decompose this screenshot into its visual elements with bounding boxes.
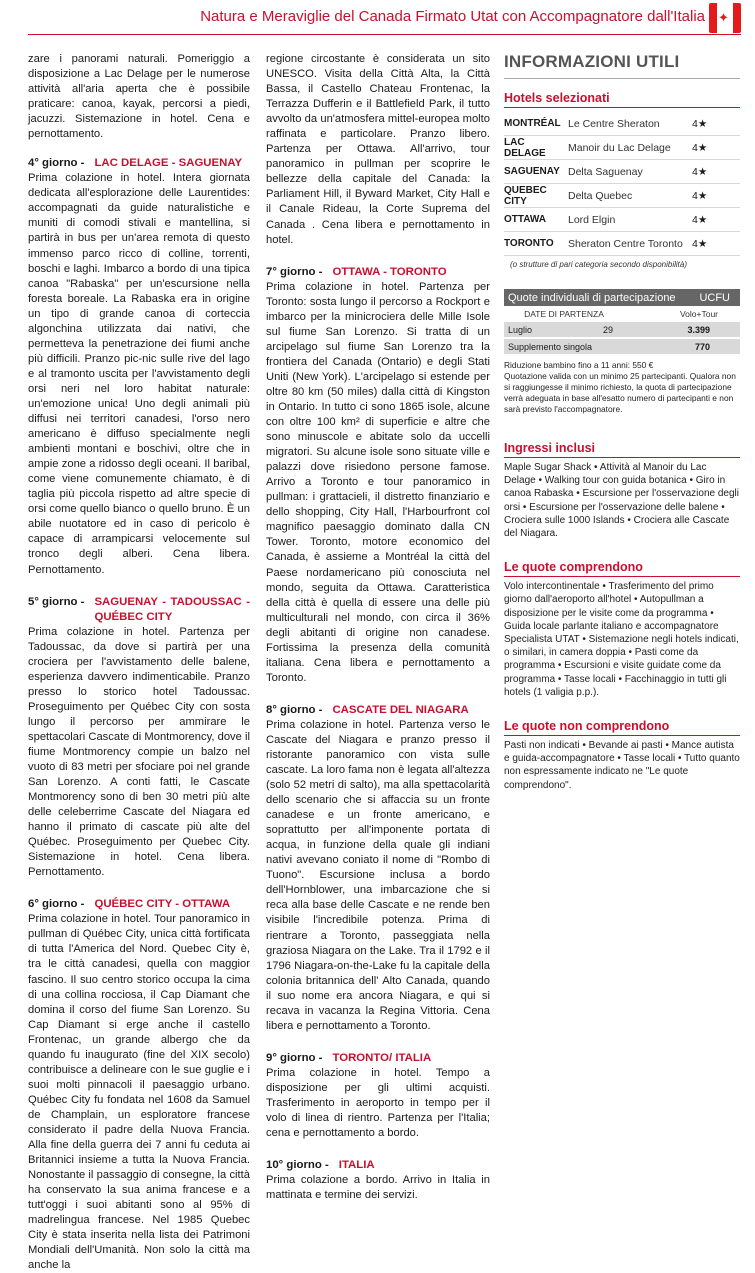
day-intro-text: zare i panorami naturali. Pomeriggio a disposizione a Lac Delage per le numerose attività all'aria aperta che è possibile praticare: canoa, kayak, percorsi a piedi, jacuzzi. Sistemazione in hotel. Cena e pernottamento. xyxy=(28,53,250,141)
hotels-section-title: Hotels selezionati xyxy=(504,91,740,108)
day-number: 9° giorno - xyxy=(266,1051,323,1064)
quote-col-type: Volo+Tour xyxy=(679,309,718,319)
day-number: 4° giorno - xyxy=(28,157,85,170)
day-description: Prima colazione in hotel. Partenza verso le Cascate del Niagara e pranzo presso il ristorante panoramico con vista sulle cascate. La loro fama non è legata all'altezza (solo 52 metri di salto), ma alla spettacolarità dello scenario che si affaccia su un fronte canadese e un fronte americano, e soprattutto per all'imponente portata di acqua, in funzione della quale gli indiani nativi avevano coniato il nome di "Rombo di Tuono". Escursione inclusa a bordo dell'Hornblower, una imbarcazione che si reca alla base delle Cascate e ne rende ben visibile l'incredibile potenza. Prima di rientrare a Toronto, passeggiata nella graziosa Niagara on the Lake. Tra il 1792 e il 1796 Niagara-on-the-Lake fu la capitale della colonia britannica dell' Alto Canada, quando il suo nome era ancora Niagara, e qui si recava in vacanza la Regina Vittoria. Cena libera e pernottamento a Toronto. xyxy=(266,718,490,1032)
hotel-city: MONTRÉAL xyxy=(504,118,561,129)
day-number: 10° giorno - xyxy=(266,1159,329,1172)
excludes-text: Pasti non indicati • Bevande ai pasti • Mance autista e guida-accompagnatore • Tasse locali • Tutto quanto non espressamente indicato ne "Le quote comprendono". xyxy=(504,740,740,791)
day-heading xyxy=(266,1158,490,1173)
hotel-row xyxy=(504,184,740,208)
hotel-stars: 4★ xyxy=(692,165,708,178)
hotel-row xyxy=(504,232,740,256)
hotels-note: (o strutture di pari categoria secondo disponibilità) xyxy=(510,260,687,269)
day-route: QUÉBEC CITY - OTTAWA xyxy=(94,898,231,911)
page-header-title: Natura e Meraviglie del Canada Firmato Utat con Accompagnatore dall'Italia xyxy=(200,8,705,25)
hotel-city: LAC DELAGE xyxy=(504,136,546,159)
hotel-stars: 4★ xyxy=(692,237,708,250)
day-route: TORONTO/ ITALIA xyxy=(332,1051,432,1064)
quote-row-price: 3.399 xyxy=(687,324,710,335)
hotel-stars: 4★ xyxy=(692,189,708,202)
day-description: Prima colazione in hotel. Tour panoramico in pullman di Québec City, unica città fortificata di tutta l'America del Nord. Quebec City è, tra le città canadesi, quella con maggior fascino. Il suo centro storico occupa la cima di una collina rocciosa, il Cap Diamant che domina il corso del fiume San Lorenzo. Su Cap Diamant si erge anche il castello Frontenac, un grande albergo che da quando fu inaugurato (fine del XIX secolo) contribuisce a delineare con le sue guglie e i suoi molti pinnacoli il paesaggio urbano. Québec City fu fondata nel 1608 da Samuel de Champlain, un esploratore francese considerato il padre della Nuova Francia. Alla fine della guerra dei 7 anni fu ceduta ai Britannici insieme a tutta la Nuova Francia. Nonostante il passaggio di consegne, la città ha conservato la sua anima francese e a tutt'oggi i suoi abitanti sono al 95% di madrelingua francese. Nel 1985 Quebec City è stata inserita nella lista dei Patrimoni Mondiali dell'Umanità. Non solo la città ma anche la xyxy=(28,913,250,1272)
day-number: 6° giorno - xyxy=(28,898,85,911)
quote-row xyxy=(504,322,740,337)
itinerary-column-2 xyxy=(266,52,490,1203)
day-description: Prima colazione in hotel. Intera giornata dedicata all'esplorazione delle Laurentides: accompagnati da guide naturalistiche e muniti di comodi stivali e mantellina, si partirà in bus per un'area remota di questo immenso parco ricco di colline, torrenti, boschi e laghi. Imbarco a bordo di una tipica canoa "Rabaska" per un'escursione nella foresta boreale. La Rabaska era in origine un tipo di grande canoa di corteccia algonchina utilizzata dai nativi, che permetteva la penetrazione dei fiumi anche più difficili. Pranzo pic-nic sulle rive del lago e al tramonto uscita per l'avvistamento degli orsi neri nel loro habitat naturale: un'emozione unica! Uno degli animali più diffusi nei territori canadesi, l'orso nero americano è diffuso specialmente negli ambienti montani e boschivi, oltre che in ampie zone a ridosso degli oceani. Il baribal, come viene comunemente chiamato, è di taglia più piccola rispetto ad altre specie di orsi come quello bianco o quello bruno. È un abile nuotatore ed in caso di pericolo è capace di arrampicarsi velocemente sul tronco degli alberi. Cena libera. Pernottamento. xyxy=(28,172,250,576)
quote-row-price: 770 xyxy=(694,341,710,352)
day-heading xyxy=(266,265,490,280)
day-description: Prima colazione a bordo. Arrivo in Italia in mattinata e termine dei servizi. xyxy=(266,1174,490,1202)
hotel-city: QUEBEC CITY xyxy=(504,184,547,207)
day-description: Prima colazione in hotel. Tempo a disposizione per gli ultimi acquisti. Trasferimento in aeroporto in tempo per il volo di linea di rientro. Partenza per l'Italia; cena e pernottamento a bordo. xyxy=(266,1066,490,1140)
hotel-name: Lord Elgin xyxy=(568,213,616,226)
day-route: SAGUENAY - TADOUSSAC - QUÉBEC CITY xyxy=(94,595,250,623)
hotel-name: Sheraton Centre Toronto xyxy=(568,237,683,250)
day-number: 7° giorno - xyxy=(266,265,323,278)
child-reduction-note: Riduzione bambino fino a 11 anni: 550 € xyxy=(504,360,654,370)
day-number: 5° giorno - xyxy=(28,595,85,608)
quotation-validity-note: Quotazione valida con un minimo 25 partecipanti. Qualora non si raggiungesse il minimo richiesto, la quota di partecipazione verrà adeguata in base all'esatto numero di partecipanti e non sarà previsto l'accompagnatore. xyxy=(504,371,736,414)
hotel-name: Delta Saguenay xyxy=(568,165,643,178)
hotel-row xyxy=(504,136,740,160)
day-route: ITALIA xyxy=(338,1159,375,1172)
quote-row-label: Supplemento singola xyxy=(508,341,593,352)
day-continued-text: regione circostante è considerata un sito UNESCO. Visita della Città Alta, la Città Bassa, il Castello Chateau Frontenac, la Terrazza Dufferin e il Battlefield Park, il tutto avvolto da un'atmosfera mittel-europea molto raffinata e particolare. Pranzo libero. Partenza per Ottawa. All'arrivo, tour panoramico in pullman per scoprire le bellezze della capitale del Canada: la Parliament Hill, il Byward Market, City Hall e il Canale Rideau, la Corte Suprema del Canada . Cena libera e pernottamento in hotel. xyxy=(266,53,490,246)
day-heading xyxy=(266,703,490,718)
hotel-row xyxy=(504,112,740,136)
hotel-stars: 4★ xyxy=(692,213,708,226)
hotel-city: SAGUENAY xyxy=(504,166,560,177)
day-route: OTTAWA - TORONTO xyxy=(332,265,447,278)
hotel-row xyxy=(504,208,740,232)
includes-section-title: Le quote comprendono xyxy=(504,560,740,577)
day-number: 8° giorno - xyxy=(266,703,323,716)
day-heading xyxy=(28,897,250,912)
quote-col-date: DATE DI PARTENZA xyxy=(524,309,604,319)
hotel-name: Delta Quebec xyxy=(568,189,633,202)
quote-header-bar xyxy=(504,289,740,306)
quote-row-date: 29 xyxy=(603,324,614,335)
sidebar-title: INFORMAZIONI UTILI xyxy=(504,52,740,79)
day-route: LAC DELAGE - SAGUENAY xyxy=(94,157,243,170)
day-heading xyxy=(28,156,250,171)
day-route: CASCATE DEL NIAGARA xyxy=(332,703,469,716)
day-heading xyxy=(266,1051,490,1066)
hotel-row xyxy=(504,160,740,184)
quote-bar-code: UCFU xyxy=(699,291,730,304)
day-heading xyxy=(28,595,250,625)
ingressi-text: Maple Sugar Shack • Attività al Manoir du Lac Delage • Walking tour con guida botanica • Giro in canoa Rabaska • Escursione per l'osservazione degli orsi • Escursione per l'osservazione delle balene • Crociera sulle 1000 Islands • Crociera alle Cascate del Niagara. xyxy=(504,462,739,540)
header-divider xyxy=(28,34,741,35)
hotel-stars: 4★ xyxy=(692,117,708,130)
hotel-city: TORONTO xyxy=(504,238,554,249)
quote-notes xyxy=(504,360,740,415)
hotels-list xyxy=(504,112,740,256)
includes-text: Volo intercontinentale • Trasferimento del primo giorno dall'aeroporto all'hotel • Autopullman a disposizione per le visite come da programma • Guida locale parlante italiano e accompagnatore Specialista UTAT • Sistemazione negli hotels indicati, o similari, in camera doppia • Pasti come da programma • Escursioni e visite guidate come da programma • Tasse locali • Facchinaggio in tutti gli hotels (1 valigia p.p.). xyxy=(504,581,739,698)
useful-info-sidebar xyxy=(504,52,740,792)
hotel-name: Le Centre Sheraton xyxy=(568,117,660,130)
quote-row xyxy=(504,339,740,354)
hotel-stars: 4★ xyxy=(692,141,708,154)
itinerary-column-1 xyxy=(28,52,250,1273)
ingressi-section-title: Ingressi inclusi xyxy=(504,441,740,458)
quote-table-header xyxy=(504,306,740,322)
hotel-city: OTTAWA xyxy=(504,214,547,225)
hotel-name: Manoir du Lac Delage xyxy=(568,141,671,154)
excludes-section-title: Le quote non comprendono xyxy=(504,719,740,736)
quote-bar-label: Quote individuali di partecipazione xyxy=(508,291,676,304)
canada-flag-icon: ✦ xyxy=(709,3,741,33)
quote-row-label: Luglio xyxy=(508,324,533,335)
day-description: Prima colazione in hotel. Partenza per Tadoussac, da dove si partirà per una crociera per l'avvistamento delle balene, esperienza davvero indimenticabile. Pranzo presso lo storico hotel Tadoussac. Proseguimento per Québec City con sosta lungo il percorso per ammirare le spettacolari Cascate di Montmorency, dove il fiume Montmorency compie un balzo nel vuoto di 83 metri per sfociare poi nel grande San Lorenzo. A conti fatti, le Cascate Montmorency sono di ben 30 metri più alte delle celeberrime Cascate del Niagara ed hanno il primato di cascate più alte del Québec. Proseguimento per Quebec City. Sistemazione in hotel. Cena libera. Pernottamento. xyxy=(28,625,250,879)
day-description: Prima colazione in hotel. Partenza per Toronto: sosta lungo il percorso a Rockport e imbarco per la minicrociera delle Mille Isole sul fiume San Lorenzo. Si tratta di un arcipelago sul fiume San Lorenzo tra la frontiera del Canada (Ontario) e degli Stati Uniti (New York). L'arcipelago si estende per oltre 80 km (50 miles) dalla città di Kingston in Ontario. In tutto ci sono 1865 isole, alcune con oltre 100 km² di superficie e altre che sono minuscole e abitate solo da uccelli migratori. Su alcune isole sono situate ville e palazzi dove risiedono persone famose. Arrivo a Toronto e tour panoramico in pullman: i grattacieli, il distretto finanziario e dello shopping, City Hall, l'Harbourfront col magnifico paesaggio dominato dalla CN Tower. Toronto, motore economico del Canada, è assieme a Montréal la città del Paese nordamericano più conosciuta nel mondo, seguita da Ottawa. Caratteristica della città è quella di essere una delle più multiculturali nel mondo, con circa il 36% degli abitanti di origine non canadese. Fortissima la presenza della comunità italiana. Cena libera e pernottamento a Toronto. xyxy=(266,280,490,684)
